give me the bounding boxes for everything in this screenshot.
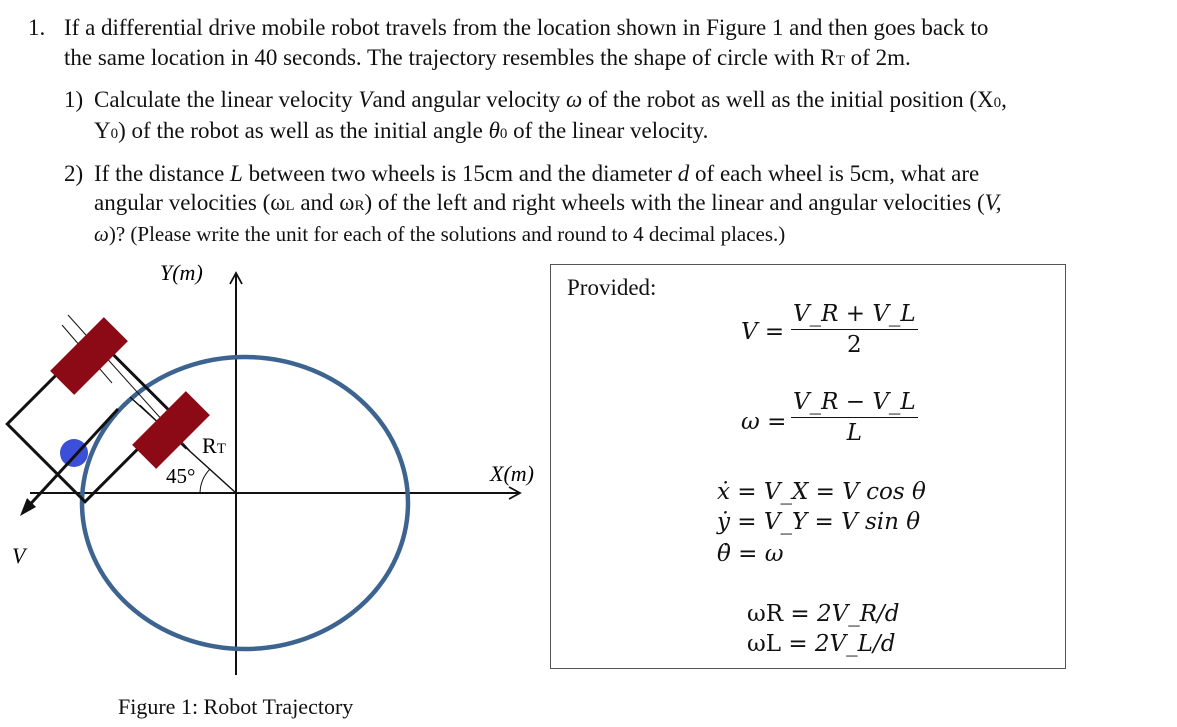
subquestion-1-line-1: Calculate the linear velocity Vand angular velocity ω of the robot as well as the initial position (X0, xyxy=(94,87,1007,112)
theta-dot-equation: θ̇ = ω xyxy=(717,541,784,567)
figure-caption: Figure 1: Robot Trajectory xyxy=(118,694,354,719)
provided-formulas-box xyxy=(550,264,1066,669)
left-wheel-angular-velocity: ωL = 2V_L/d xyxy=(747,631,896,657)
angle-arc xyxy=(200,469,210,493)
right-wheel-angular-velocity: ωR = 2V_R/d xyxy=(747,601,900,627)
linear-velocity-fraction: $\frac{V\_R + V\_L}{2}$ xyxy=(793,301,916,358)
angle-label: 45° xyxy=(166,464,196,488)
subquestion-2-line-2: angular velocities (ωL and ωR) of the left and right wheels with the linear and angular velocities (V, xyxy=(94,190,1002,215)
trajectory-circle xyxy=(82,357,408,649)
question-line-2: the same location in 40 seconds. The trajectory resembles the shape of circle with RT of 2m. xyxy=(64,45,911,70)
robot-trajectory-figure xyxy=(0,255,550,695)
subquestion-1-number: 1) xyxy=(64,87,84,112)
provided-label: Provided: xyxy=(567,275,657,300)
angular-velocity-fraction: $\frac{V\_R - V\_L}{L}$ xyxy=(793,389,916,446)
y-axis-label: Y(m) xyxy=(160,260,203,285)
x-dot-equation: ẋ = V_X = V cos θ xyxy=(717,479,926,505)
right-wheel xyxy=(132,391,210,469)
question-number: 1. xyxy=(28,15,46,40)
velocity-label: V xyxy=(12,543,26,568)
subquestion-2-number: 2) xyxy=(64,161,84,186)
linear-velocity-lhs: V = xyxy=(741,319,785,345)
question-line-1: If a differential drive mobile robot travels from the location shown in Figure 1 and then goes back to xyxy=(64,15,989,40)
subquestion-1-line-2: Y0) of the robot as well as the initial angle θ0 of the linear velocity. xyxy=(94,118,709,143)
robot-position-marker xyxy=(60,439,88,467)
y-dot-equation: ẏ = V_Y = V sin θ xyxy=(717,509,921,535)
subquestion-2-line-1: If the distance L between two wheels is 15cm and the diameter d of each wheel is 5cm, what are xyxy=(94,161,980,186)
x-axis-label: X(m) xyxy=(490,461,534,486)
angular-velocity-lhs: ω = xyxy=(741,409,787,435)
subquestion-2-line-3: ω)? (Please write the unit for each of the solutions and round to 4 decimal places.) xyxy=(94,222,786,246)
radius-label: RT xyxy=(202,433,226,458)
velocity-arrow xyxy=(24,409,118,511)
